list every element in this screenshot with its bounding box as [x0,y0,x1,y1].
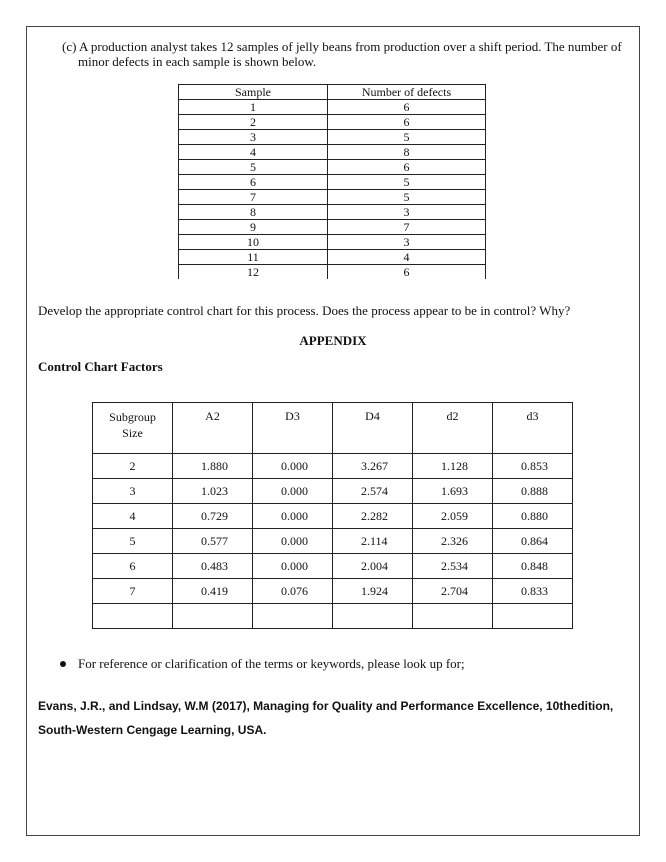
subgroup-size-cell: 5 [93,529,173,554]
d3-upper-cell: 0.000 [253,479,333,504]
a2-cell: 0.729 [173,504,253,529]
d3-upper-cell: 0.000 [253,504,333,529]
factors-title: Control Chart Factors [38,359,163,374]
factors-table [92,402,573,629]
defect-count-cell: 5 [328,130,486,145]
defect-count-cell: 6 [328,100,486,115]
subgroup-size-cell: 4 [93,504,173,529]
a2-cell [173,604,253,629]
samples-header-sample: Sample [179,85,328,100]
defect-count-cell: 5 [328,190,486,205]
table-row [179,190,486,205]
subgroup-size-cell: 3 [93,479,173,504]
d4-cell: 1.924 [333,579,413,604]
table-row [179,115,486,130]
sample-number-cell: 10 [179,235,328,250]
table-row [93,554,573,579]
d4-cell: 3.267 [333,454,413,479]
sample-number-cell: 12 [179,265,328,280]
factors-body [93,454,573,629]
a2-cell: 0.577 [173,529,253,554]
table-row [179,220,486,235]
sample-number-cell: 11 [179,250,328,265]
defect-count-cell: 6 [328,115,486,130]
defect-count-cell: 3 [328,235,486,250]
table-row [179,130,486,145]
bullet-dot-icon [60,661,66,667]
table-row [179,160,486,175]
factors-header-subgroup: Subgroup Size [93,403,173,454]
defect-count-cell: 6 [328,265,486,280]
sample-number-cell: 6 [179,175,328,190]
a2-cell: 0.419 [173,579,253,604]
subgroup-size-cell: 6 [93,554,173,579]
d3-upper-cell: 0.000 [253,554,333,579]
d2-cell: 1.693 [413,479,493,504]
d2-cell: 2.704 [413,579,493,604]
samples-body [179,100,486,280]
table-row [93,529,573,554]
subgroup-size-cell: 7 [93,579,173,604]
factors-header-a2: A2 [173,403,253,454]
table-row [179,250,486,265]
d3-lower-cell: 0.864 [493,529,573,554]
a2-cell: 1.880 [173,454,253,479]
table-row [179,175,486,190]
subgroup-size-cell: 2 [93,454,173,479]
a2-cell: 0.483 [173,554,253,579]
d4-cell [333,604,413,629]
table-row [93,454,573,479]
table-row [179,100,486,115]
appendix-title: APPENDIX [299,333,367,348]
defect-count-cell: 3 [328,205,486,220]
table-row [93,579,573,604]
question-line-2: minor defects in each sample is shown below. [78,54,317,69]
d3-lower-cell: 0.853 [493,454,573,479]
sample-number-cell: 3 [179,130,328,145]
table-row [179,145,486,160]
subgroup-size-cell [93,604,173,629]
d3-upper-cell [253,604,333,629]
sample-number-cell: 9 [179,220,328,235]
samples-table [178,84,486,279]
table-row [179,265,486,280]
table-row [179,235,486,250]
factors-header-d3-lower: d3 [493,403,573,454]
d3-lower-cell [493,604,573,629]
table-row [93,504,573,529]
question-line-1: (c) A production analyst takes 12 samples of jelly beans from production over a shift period. The number of [62,39,622,54]
factors-header-d4: D4 [333,403,413,454]
d2-cell: 2.534 [413,554,493,579]
defect-count-cell: 7 [328,220,486,235]
d3-lower-cell: 0.833 [493,579,573,604]
d4-cell: 2.004 [333,554,413,579]
d2-cell: 2.326 [413,529,493,554]
sample-number-cell: 5 [179,160,328,175]
d2-cell [413,604,493,629]
samples-header-row [179,85,486,100]
factors-header-d3-upper: D3 [253,403,333,454]
d3-upper-cell: 0.000 [253,529,333,554]
d4-cell: 2.574 [333,479,413,504]
question-text [62,39,632,69]
sample-number-cell: 2 [179,115,328,130]
table-row [93,479,573,504]
defect-count-cell: 8 [328,145,486,160]
d2-cell: 2.059 [413,504,493,529]
d3-upper-cell: 0.000 [253,454,333,479]
defect-count-cell: 4 [328,250,486,265]
a2-cell: 1.023 [173,479,253,504]
d2-cell: 1.128 [413,454,493,479]
factors-header-row [93,403,573,454]
d3-lower-cell: 0.880 [493,504,573,529]
reference-citation: Evans, J.R., and Lindsay, W.M (2017), Managing for Quality and Performance Excellence, 10thedition, South-Western Cengage Learning, USA. [38,699,614,737]
table-row [179,205,486,220]
prompt-text: Develop the appropriate control chart for this process. Does the process appear to be in control? Why? [38,303,571,318]
defect-count-cell: 6 [328,160,486,175]
samples-header-defects: Number of defects [328,85,486,100]
sample-number-cell: 1 [179,100,328,115]
d3-upper-cell: 0.076 [253,579,333,604]
sample-number-cell: 4 [179,145,328,160]
sample-number-cell: 8 [179,205,328,220]
reference-bullet [60,656,465,672]
d4-cell: 2.282 [333,504,413,529]
d3-lower-cell: 0.848 [493,554,573,579]
d4-cell: 2.114 [333,529,413,554]
table-row [93,604,573,629]
defect-count-cell: 5 [328,175,486,190]
bullet-text: For reference or clarification of the terms or keywords, please look up for; [78,656,465,671]
d3-lower-cell: 0.888 [493,479,573,504]
factors-header-d2: d2 [413,403,493,454]
sample-number-cell: 7 [179,190,328,205]
